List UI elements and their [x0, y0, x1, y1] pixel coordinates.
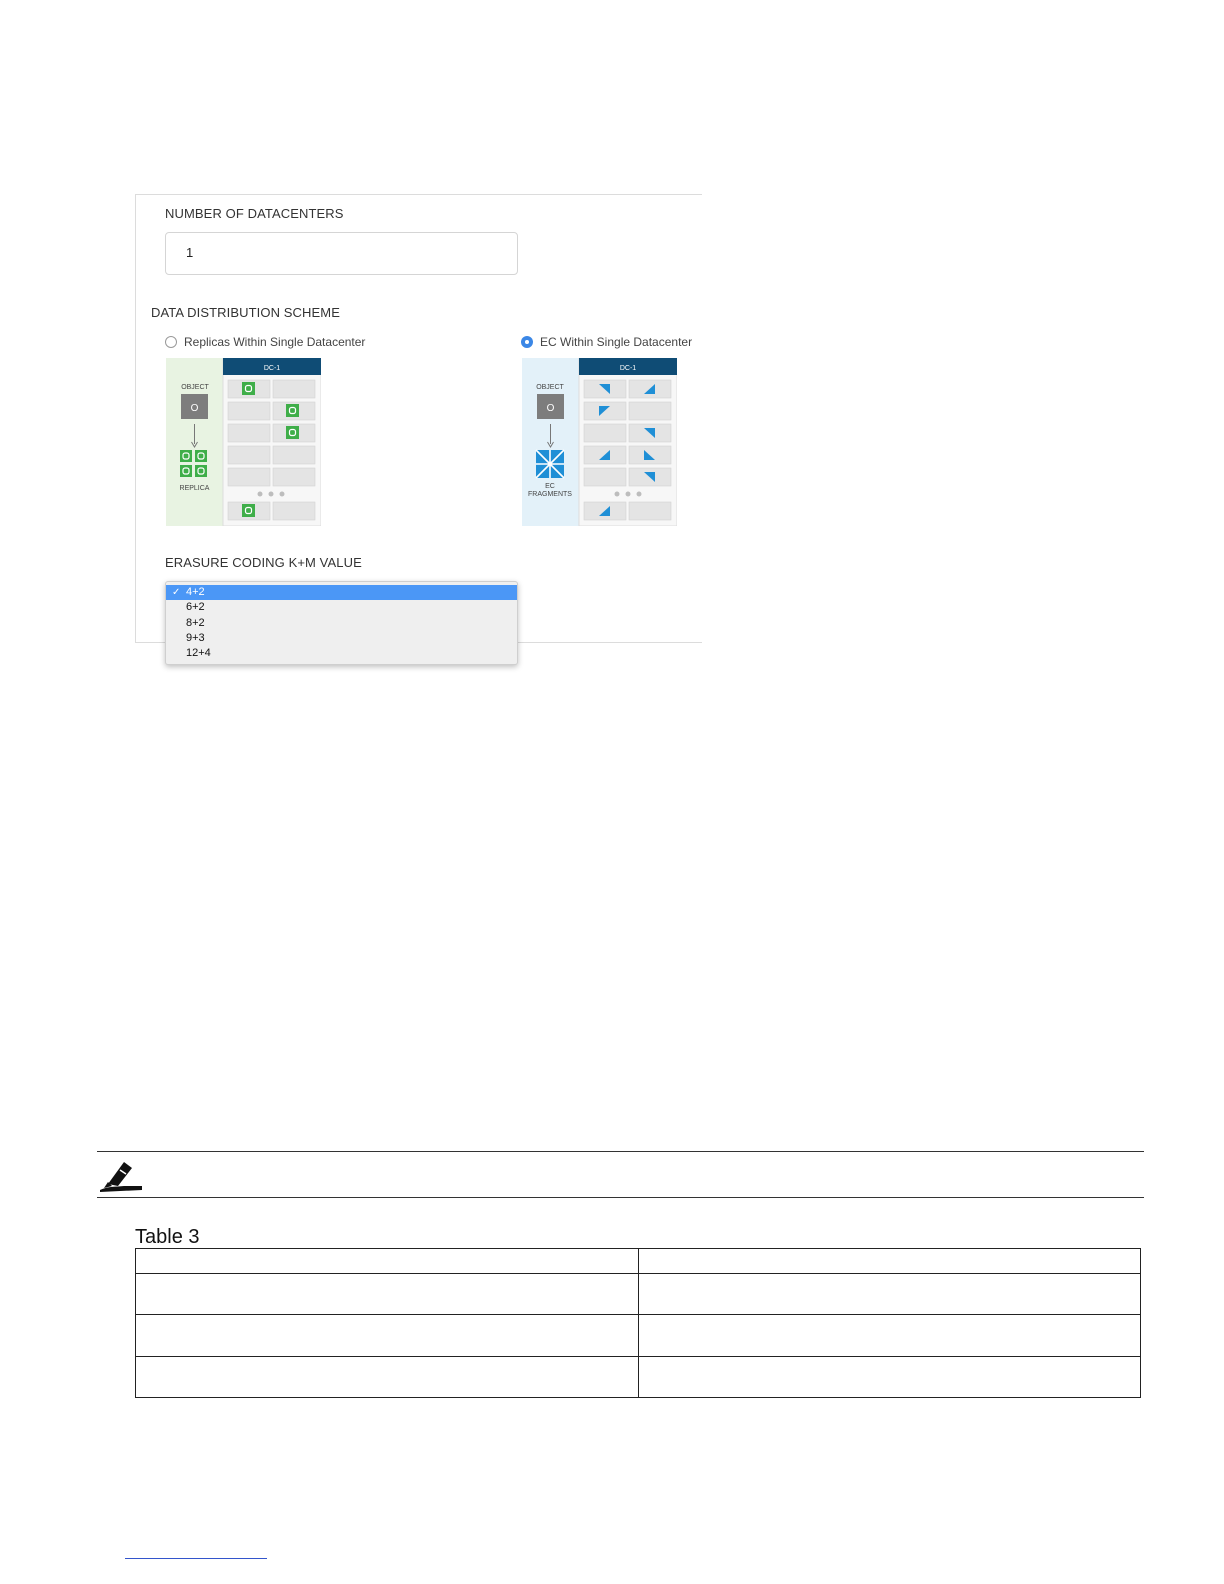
- table-cell: [639, 1357, 1141, 1398]
- table-cell: [136, 1357, 639, 1398]
- ec-label-line1: EC: [545, 483, 555, 490]
- num-datacenters-label: NUMBER OF DATACENTERS: [165, 206, 344, 221]
- footer-link-underline[interactable]: [125, 1558, 267, 1559]
- table-row: [136, 1315, 1141, 1357]
- object-label: OBJECT: [536, 384, 564, 391]
- radio-ec-single-dc[interactable]: [521, 335, 692, 349]
- dropdown-option-6-2[interactable]: 6+2: [186, 601, 205, 614]
- distribution-scheme-label: DATA DISTRIBUTION SCHEME: [151, 305, 340, 320]
- svg-text:O: O: [190, 403, 199, 414]
- radio-ec-label: EC Within Single Datacenter: [540, 335, 693, 349]
- svg-text:O: O: [546, 403, 555, 414]
- pencil-note-icon: [98, 1156, 144, 1194]
- object-label: OBJECT: [181, 384, 209, 391]
- dc-header-label: DC-1: [263, 365, 281, 372]
- table-row: [136, 1357, 1141, 1398]
- radio-replicas-single-dc[interactable]: [165, 335, 365, 349]
- check-icon: ✓: [172, 587, 181, 598]
- table-cell: [136, 1249, 639, 1274]
- ec-label-line2: FRAGMENTS: [528, 491, 572, 498]
- table-header-row: [136, 1249, 1141, 1274]
- ec-km-dropdown[interactable]: [165, 581, 518, 665]
- radio-selected-icon[interactable]: [521, 336, 533, 348]
- table-cell: [136, 1274, 639, 1315]
- dropdown-option-8-2[interactable]: 8+2: [186, 616, 205, 629]
- dropdown-option-9-3[interactable]: 9+3: [186, 631, 205, 644]
- ec-km-label: ERASURE CODING K+M VALUE: [165, 555, 362, 570]
- replica-diagram[interactable]: [166, 358, 321, 526]
- ec-fragments-icon: [536, 450, 564, 478]
- ec-diagram[interactable]: [522, 358, 677, 526]
- note-bottom-rule: [97, 1197, 1144, 1198]
- table-caption: Table 3: [135, 1226, 200, 1248]
- replica-label: REPLICA: [179, 485, 210, 492]
- table-cell: [639, 1249, 1141, 1274]
- radio-replicas-label: Replicas Within Single Datacenter: [184, 335, 366, 349]
- radio-circle-icon[interactable]: [165, 336, 177, 348]
- table-cell: [136, 1315, 639, 1357]
- dropdown-option-12-4[interactable]: 12+4: [186, 647, 211, 660]
- table-cell: [639, 1315, 1141, 1357]
- table-3: [135, 1248, 1141, 1398]
- num-datacenters-input[interactable]: 1: [165, 232, 518, 275]
- note-top-rule: [97, 1151, 1144, 1152]
- ellipsis-icon: [258, 492, 285, 497]
- table-row: [136, 1274, 1141, 1315]
- table-cell: [639, 1274, 1141, 1315]
- dc-header-label: DC-1: [619, 365, 637, 372]
- dropdown-option-4-2[interactable]: ✓ 4+2: [166, 585, 517, 600]
- ellipsis-icon: [615, 492, 642, 497]
